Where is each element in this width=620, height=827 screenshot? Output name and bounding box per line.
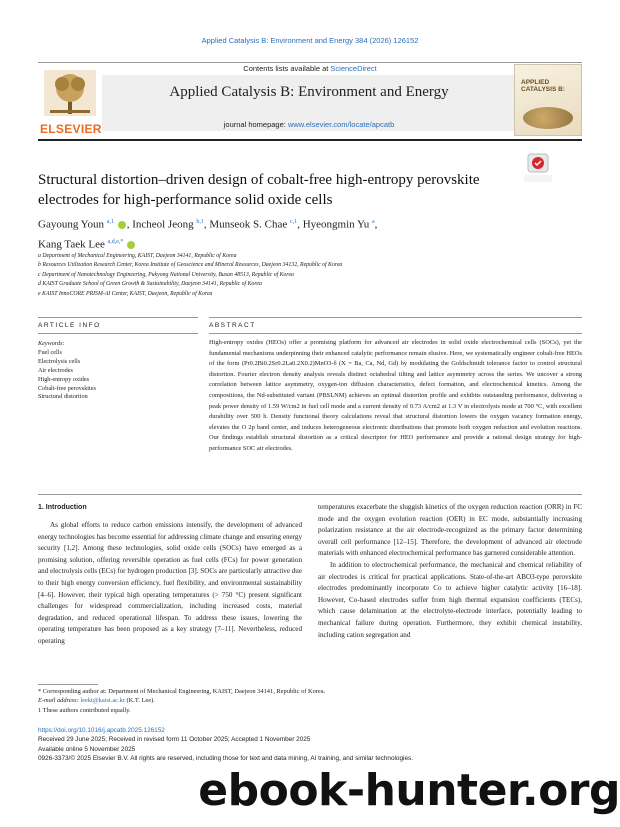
article-history: [38, 726, 582, 763]
watermark: ebook-hunter.org: [198, 765, 620, 816]
email-label: E-mail address:: [38, 697, 81, 705]
affiliation: e KAIST InnoCORE PRISM-AI Center, KAIST, Daejeon, Republic of Korea: [38, 290, 213, 297]
available-online: Available online 5 November 2025: [38, 745, 136, 753]
journal-cover-thumbnail[interactable]: [514, 64, 582, 136]
title-line-2: electrodes for high-performance solid oxide cells: [38, 192, 333, 208]
footnote-divider: [38, 684, 98, 685]
contents-prefix: Contents lists available at: [243, 64, 331, 73]
author-name[interactable]: Munseok S. Chae: [209, 218, 288, 231]
journal-homepage: [110, 120, 508, 129]
cover-art: [523, 107, 573, 129]
author-name[interactable]: Gayoung Youn: [38, 218, 105, 231]
abstract-text: High-entropy oxides (HEOs) offer a promising platform for advanced air electrodes in solid oxide electrochemical cells (SOCs), yet the fundamental mechanisms underpinning their enhanced catalytic performance remain elusive. Here, we systematically engineer cobalt-free HEOs of the form (Pr0.2Bi0.2Sr0.2La0.2X0.2)MnO3-δ (X = Ba, Ca, Nd, Gd) by modulating the Goldschmidt tolerance factor to control structural distortion. Fourier electron density analysis reveals distinct octahedral tilting and lattice asymmetry across the series. We uncover a strong correlation between lattice asymmetry, oxygen-ion diffusion characteristics, defect formation, and electrochemical kinetics. Among the compositions, the Nd-substituted variant (PBSLNM) achieves an optimal distortion profile and exhibits outstanding performance, delivering a peak power density of 1.59 W/cm2 in fuel cell mode and a current density of 0.73 A/cm2 at 1.3 V in electrolysis mode at 700 °C, with excellent durability over 500 h. Density functional theory calculations reveal that structural distortion lowers the oxygen vacancy formation energy, elevates the O 2p band center, and induces heterogeneous electronic distributions that promote both oxygen reduction and evolution reactions. Our findings establish structural distortion as a critical descriptor for HEO performance and provide a rational design strategy for high-performance SOC air electrodes.: [209, 339, 582, 452]
keywords-label: Keywords:: [38, 340, 65, 347]
keyword: High-entropy oxides: [38, 375, 90, 383]
homepage-link[interactable]: www.elsevier.com/locate/apcatb: [287, 120, 395, 129]
paragraph: In addition to electrochemical performance, the mechanical and chemical reliability of air electrodes is critical for practical applications. State-of-the-art ABO3-type perovskite electrodes predominantly incorporate Co to achieve higher catalytic activity [16–18]. However, Co-based electrodes suffer from high thermal expansion coefficients (TECs), which cause delamination at the electrolyte-electrode interface, potentially leading to mechanical failure during operation. Furthermore, they exhibit chemical instability, including cation segregation and: [318, 560, 582, 639]
author-name[interactable]: Kang Taek Lee: [38, 238, 105, 251]
paragraph: As global efforts to reduce carbon emissions intensify, the development of advanced energy technologies has become essential for addressing climate change and ensuring energy security [1,2]. Among these technologies, solid oxide cells (SOCs) have emerged as a promising solution, offering reversible operation as fuel cells (FCs) for power generation and electrolysis cells (ECs) for hydrogen production [3]. SOCs are particularly attractive due to their high energy conversion efficiency, fuel flexibility, and environmental sustainability [4–6]. However, their typical high operating temperatures (> 750 °C) present significant challenges for widespread commercialization, including increased costs, material degradation, and reduced operational lifespan. To address these issues, lowering the operating temperature has been proposed as a key strategy [7–11]. Nevertheless, reduced operating: [38, 521, 302, 645]
email-suffix: (K.T. Lee).: [124, 697, 155, 705]
abstract-heading: ABSTRACT: [209, 322, 256, 329]
copyright: 0926-3373/© 2025 Elsevier B.V. All rights are reserved, including those for text and data mining, AI training, and similar technologies.: [38, 754, 413, 762]
sciencedirect-link[interactable]: ScienceDirect: [330, 64, 377, 73]
paragraph: temperatures exacerbate the sluggish kinetics of the oxygen reduction reaction (ORR) in FC mode and the oxygen evolution reaction (OER) in EC mode, substantially increasing polarization resistance at the air electrode-recognized as the primary factor determining overall cell performance [12–15]. Therefore, the development of advanced air electrode materials with enhanced electrochemical performance has garnered considerable attention.: [318, 503, 582, 558]
elsevier-tree-icon: [44, 70, 96, 116]
article-title: [38, 170, 508, 210]
keyword: Structural distortion: [38, 393, 88, 401]
affiliation-list: [38, 252, 582, 299]
journal-citation-link[interactable]: Applied Catalysis B: Environment and Energy 384 (2026) 126152: [201, 36, 419, 45]
author-affiliation-marker[interactable]: b,1: [196, 219, 204, 225]
elsevier-wordmark: ELSEVIER: [40, 122, 102, 136]
keywords-block: [38, 340, 198, 402]
orcid-icon[interactable]: [118, 221, 126, 229]
email-line: [38, 696, 582, 705]
divider: [209, 317, 582, 318]
title-line-1: Structural distortion–driven design of cobalt-free high-entropy perovskite: [38, 172, 480, 188]
affiliation: c Department of Nanotechnology Engineering, Pukyong National University, Busan 48513, Republic of Korea: [38, 271, 294, 278]
keyword: Air electrodes: [38, 366, 73, 374]
journal-name: Applied Catalysis B: Environment and Energy: [169, 84, 449, 100]
author-affiliation-marker[interactable]: a,d,e,*: [107, 238, 124, 245]
divider: [209, 333, 582, 334]
email-link[interactable]: leekt@kaist.ac.kr: [80, 697, 125, 705]
author-affiliation-marker[interactable]: a,1: [106, 219, 114, 225]
keyword: Fuel cells: [38, 348, 62, 356]
cover-title: APPLIED CATALYSIS B:: [521, 79, 565, 93]
affiliation: d KAIST Graduate School of Green Growth & Sustainability, Daejeon 34141, Republic of Korea: [38, 281, 262, 288]
orcid-icon[interactable]: [127, 241, 135, 249]
keyword: Cobalt-free perovskites: [38, 384, 96, 392]
check-for-updates-icon[interactable]: [522, 153, 554, 183]
affiliation: b Resources Utilization Research Center, Korea Institute of Geoscience and Mineral Resources, Daejeon 34132, Republic of Korea: [38, 262, 343, 269]
divider: [38, 317, 198, 318]
doi-link[interactable]: https://doi.org/10.1016/j.apcatb.2025.126152: [38, 727, 165, 734]
homepage-prefix: journal homepage:: [223, 120, 288, 129]
elsevier-logo[interactable]: [38, 64, 102, 136]
author-affiliation-marker[interactable]: c,1: [290, 219, 298, 225]
corresponding-author-note: * Corresponding author at: Department of Mechanical Engineering, KAIST, Daejeon 34141, Republic of Korea.: [38, 688, 326, 695]
divider: [38, 494, 582, 495]
footnotes: [38, 687, 582, 715]
received-dates: Received 29 June 2025; Received in revised form 11 October 2025; Accepted 1 November 2025: [38, 736, 311, 744]
section-heading: 1. Introduction: [38, 504, 87, 511]
contents-line: [140, 64, 480, 73]
body-column-left: [38, 520, 302, 648]
author-name[interactable]: Hyeongmin Yu: [302, 218, 370, 231]
equal-contribution-note: 1 These authors contributed equally.: [38, 706, 131, 714]
author-affiliation-marker[interactable]: a: [371, 219, 375, 225]
article-info-heading: ARTICLE INFO: [38, 322, 101, 329]
divider: [38, 333, 198, 334]
author-list: Gayoung Youn $^{a,1}$ , Incheol Jeong $^{b,1}$, Munseok S. Chae $^{c,1}$, Hyeongmin Yu $^a$, Kang Taek Lee $^{a,d,e,*}$: [38, 218, 378, 251]
affiliation: a Department of Mechanical Engineering, KAIST, Daejeon 34141, Republic of Korea: [38, 253, 237, 259]
body-column-right: [318, 502, 582, 641]
keyword: Electrolysis cells: [38, 357, 81, 365]
author-name[interactable]: Incheol Jeong: [132, 218, 194, 231]
